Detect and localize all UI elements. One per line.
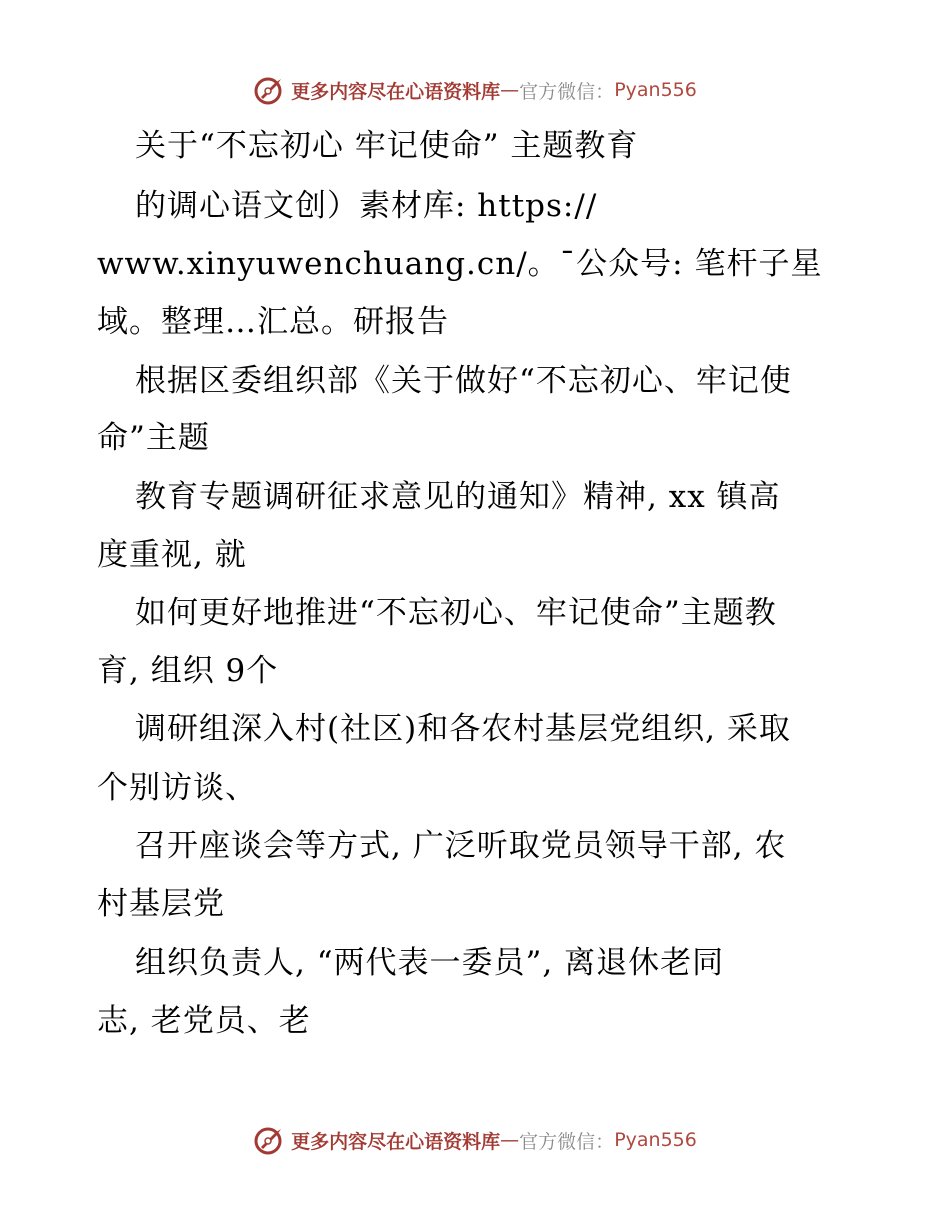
banner-wechat-label: 官方微信： — [519, 1130, 615, 1153]
doc-line: 的调心语文创）素材库: https:// — [135, 188, 598, 224]
banner-account: Pyan556 — [614, 1129, 697, 1151]
doc-line: 个别访谈、 — [97, 770, 257, 806]
banner-brand: 更多内容尽在心语资料库 — [291, 1130, 501, 1153]
banner-brand: 更多内容尽在心语资料库 — [291, 80, 501, 103]
doc-line: 召开座谈会等方式, 广泛听取党员领导干部, 农 — [135, 828, 787, 864]
doc-line: 根据区委组织部《关于做好“不忘初心、牢记使 — [135, 363, 792, 399]
banner-wechat-label: 官方微信： — [519, 80, 615, 103]
footer-banner — [0, 1120, 950, 1160]
doc-line: 村基层党 — [97, 886, 225, 922]
banner-dash: — — [500, 1129, 520, 1151]
doc-line: www.xinyuwenchuang.cn/。¯公众号: 笔杆子星 — [97, 246, 823, 282]
doc-line: 调研组深入村(社区)和各农村基层党组织, 采取 — [135, 711, 791, 747]
pen-nib-logo-icon — [253, 1123, 287, 1157]
doc-line: 育, 组织 9个 — [97, 653, 279, 689]
banner-dash: — — [500, 79, 520, 101]
doc-line: 如何更好地推进“不忘初心、牢记使命”主题教 — [135, 595, 777, 631]
doc-line: 教育专题调研征求意见的通知》精神, xx 镇高 — [135, 479, 781, 515]
doc-line: 度重视, 就 — [97, 537, 247, 573]
doc-line: 志, 老党员、老 — [97, 1003, 311, 1039]
doc-line: 域。整理…汇总。研报告 — [97, 304, 449, 340]
banner-account: Pyan556 — [614, 79, 697, 101]
doc-line: 命”主题 — [97, 420, 210, 456]
doc-line: 关于“不忘初心 牢记使命” 主题教育 — [135, 128, 639, 164]
doc-line: 组织负责人, “两代表一委员”, 离退休老同 — [135, 945, 725, 981]
